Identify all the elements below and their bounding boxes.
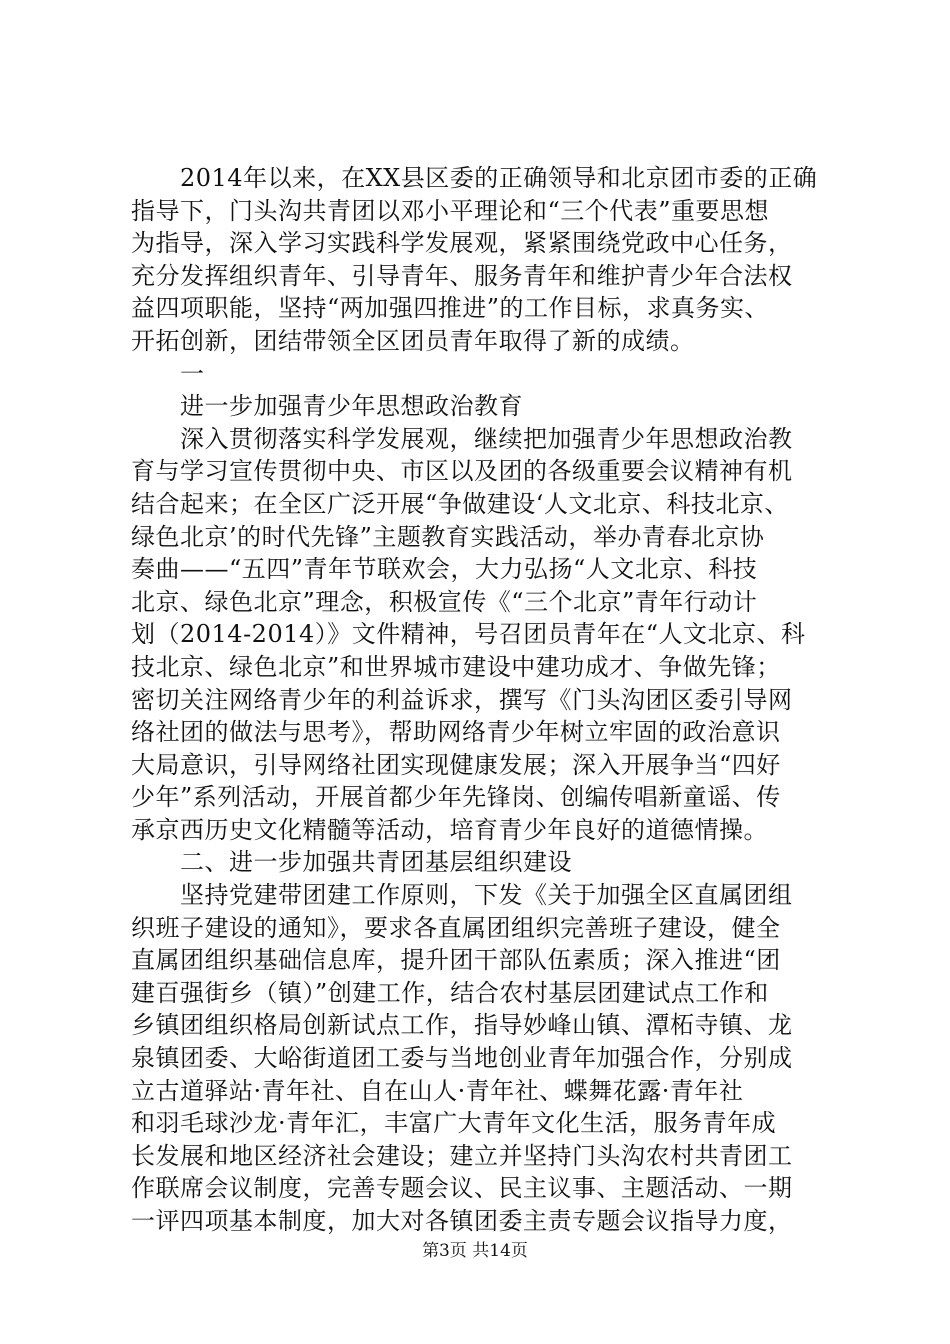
text-line: 指导下，门头沟共青团以邓小平理论和“三个代表”重要思想 xyxy=(131,196,770,225)
text-line: 作联席会议制度，完善专题会议、民主议事、主题活动、一期 xyxy=(131,1174,793,1203)
text-line: 大局意识，引导网络社团实现健康发展；深入开展争当“四好 xyxy=(131,750,781,779)
section-heading: 进一步加强青少年思想政治教育 xyxy=(131,392,523,421)
text-line: 长发展和地区经济社会建设；建立并坚持门头沟农村共青团工 xyxy=(131,1141,793,1170)
text-line: 织班子建设的通知》，要求各直属团组织完善班子建设，健全 xyxy=(131,913,781,942)
text-line: 育与学习宣传贯彻中央、市区以及团的各级重要会议精神有机 xyxy=(131,457,793,486)
text-line: 深入贯彻落实科学发展观，继续把加强青少年思想政治教 xyxy=(131,424,793,453)
text-line: 和羽毛球沙龙·青年汇，丰富广大青年文化生活，服务青年成 xyxy=(131,1109,777,1138)
text-line: 坚持党建带团建工作原则，下发《关于加强全区直属团组 xyxy=(131,881,793,910)
text-line: 充分发挥组织青年、引导青年、服务青年和维护青少年合法权 xyxy=(131,261,793,290)
text-line: 奏曲——“五四”青年节联欢会，大力弘扬“人文北京、科技 xyxy=(131,555,758,584)
text-line: 乡镇团组织格局创新试点工作，指导妙峰山镇、潭柘寺镇、龙 xyxy=(131,1011,793,1040)
text-line: 密切关注网络青少年的利益诉求，撰写《门头沟团区委引导网 xyxy=(131,685,793,714)
section-heading: 二、进一步加强共青团基层组织建设 xyxy=(131,848,572,877)
text-line: 结合起来；在全区广泛开展“争做建设‘人文北京、科技北京、 xyxy=(131,489,789,518)
text-line: 益四项职能，坚持“两加强四推进”的工作目标，求真务实、 xyxy=(131,294,770,323)
page-number-label: 第3页 共14页 xyxy=(422,1241,528,1261)
text-line: 技北京、绿色北京”和世界城市建设中建功成才、争做先锋； xyxy=(131,652,781,681)
document-body xyxy=(131,162,831,1238)
text-line: 立古道驿站·青年社、自在山人·青年社、蝶舞花露·青年社 xyxy=(131,1076,744,1105)
text-line: 少年”系列活动，开展首都少年先锋岗、创编传唱新童谣、传 xyxy=(131,783,781,812)
text-line: 泉镇团委、大峪街道团工委与当地创业青年加强合作，分别成 xyxy=(131,1044,793,1073)
text-line: 北京、绿色北京”理念，积极宣传《“三个北京”青年行动计 xyxy=(131,587,758,616)
text-line: 划（2014-2014）》文件精神，号召团员青年在“人文北京、科 xyxy=(131,620,806,649)
section-number: 一 xyxy=(131,359,205,388)
text-line: 直属团组织基础信息库，提升团干部队伍素质；深入推进“团 xyxy=(131,946,781,975)
page-footer xyxy=(0,1240,950,1262)
text-line: 开拓创新，团结带领全区团员青年取得了新的成绩。 xyxy=(131,326,695,355)
text-line: 2014年以来，在XX县区委的正确领导和北京团市委的正确 xyxy=(131,164,818,192)
text-line: 承京西历史文化精髓等活动，培育青少年良好的道德情操。 xyxy=(131,815,768,844)
text-line: 为指导，深入学习实践科学发展观，紧紧围绕党政中心任务， xyxy=(131,229,793,258)
text-line: 络社团的做法与思考》，帮助网络青少年树立牢固的政治意识 xyxy=(131,718,781,747)
text-line: 一评四项基本制度，加大对各镇团委主责专题会议指导力度， xyxy=(131,1207,793,1235)
text-line: 建百强街乡（镇）”创建工作，结合农村基层团建试点工作和 xyxy=(131,978,769,1007)
text-line: 绿色北京’的时代先锋”主题教育实践活动，举办青春北京协 xyxy=(131,522,765,551)
